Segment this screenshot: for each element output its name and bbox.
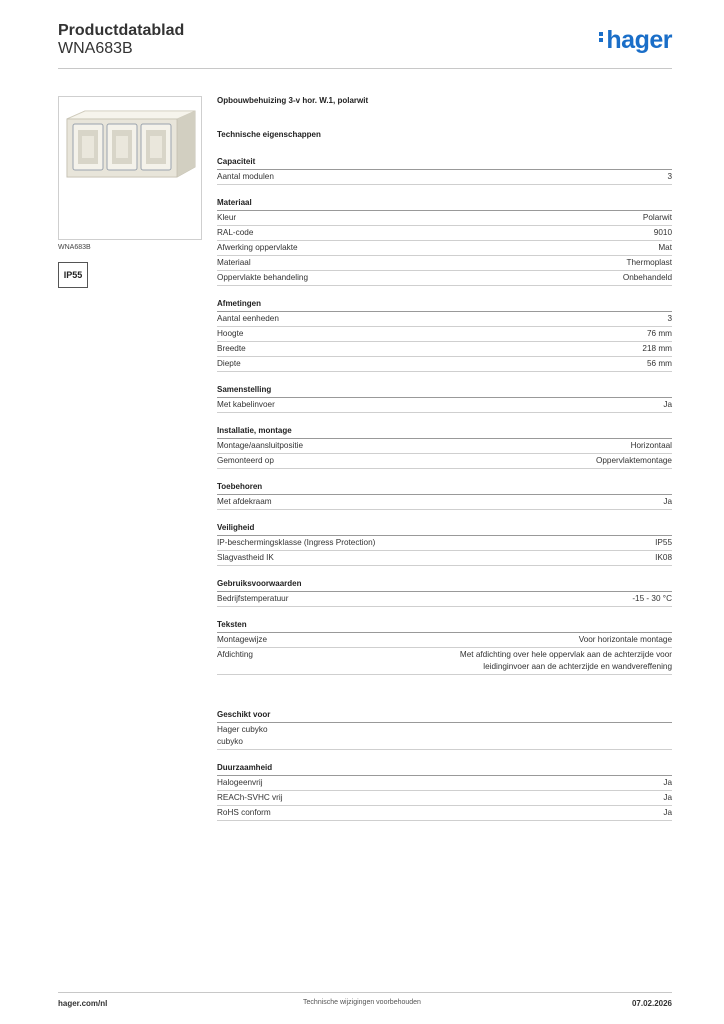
spec-group [217,578,672,607]
spec-row [217,357,672,372]
spec-label: Afdichting [217,650,253,659]
spec-group [217,481,672,510]
suitable-line: Hager cubyko [217,725,268,734]
spec-row [217,241,672,256]
spec-value: -15 - 30 °C [632,594,672,603]
spec-label: Afwerking oppervlakte [217,243,298,252]
spec-value: Voor horizontale montage [578,635,672,644]
spec-value: Thermoplast [626,258,672,267]
spec-group [217,619,672,675]
group-title: Duurzaamheid [217,762,672,776]
group-title: Geschikt voor [217,709,672,723]
spec-label: RAL-code [217,228,254,237]
spec-value: Mat [658,243,672,252]
spec-label: Gemonteerd op [217,456,274,465]
spec-label: Kleur [217,213,237,222]
spec-row [217,327,672,342]
spec-group [217,522,672,566]
logo-dots-icon [599,30,604,44]
spec-value: 56 mm [646,359,672,368]
spec-row [217,170,672,185]
spec-value: 218 mm [642,344,672,353]
spec-row [217,226,672,241]
spec-value: Oppervlaktemontage [595,456,672,465]
spec-label: Breedte [217,344,246,353]
image-caption: WNA683B [58,244,91,251]
spec-group [217,298,672,372]
spec-value: 3 [667,314,672,323]
spec-row [217,633,672,648]
spec-row [217,806,672,821]
spec-row [217,592,672,607]
spec-label: Hoogte [217,329,244,338]
spec-group [217,156,672,185]
spec-value: Horizontaal [630,441,672,450]
group-title: Installatie, montage [217,425,672,439]
group-title: Capaciteit [217,156,672,170]
spec-label: Aantal eenheden [217,314,279,323]
sustainability-group [217,762,672,821]
spec-value: IP55 [655,538,672,547]
ip-rating-badge: IP55 [58,262,88,288]
footer-disclaimer: Technische wijzigingen voorbehouden [303,999,421,1006]
spec-label: Oppervlakte behandeling [217,273,309,282]
spec-value: Ja [663,793,672,802]
spec-value: IK08 [655,553,672,562]
spec-label: Aantal modulen [217,172,274,181]
hager-logo [599,26,672,55]
spec-value: Onbehandeld [622,273,672,282]
group-title: Veiligheid [217,522,672,536]
spec-label: Diepte [217,359,241,368]
logo-text: hager [606,26,672,54]
group-title: Toebehoren [217,481,672,495]
spec-group [217,384,672,413]
spec-label: Montage/aansluitpositie [217,441,304,450]
spec-value: Ja [663,497,672,506]
footer-website: hager.com/nl [58,999,108,1008]
spec-row [217,536,672,551]
footer-date: 07.02.2026 [631,999,672,1008]
spec-label: IP-beschermingsklasse (Ingress Protection) [217,538,376,547]
spec-label: Met afdekraam [217,497,272,506]
spec-row [217,495,672,510]
document-title: Productdatablad [58,22,185,39]
page-header [58,20,672,70]
spec-label: Slagvastheid IK [217,553,274,562]
spec-value: 3 [667,172,672,181]
spec-row [217,211,672,226]
header-divider [58,68,672,69]
spec-row [217,256,672,271]
spec-label: Halogeenvrij [217,778,263,787]
group-title: Samenstelling [217,384,672,398]
spec-value: Ja [663,808,672,817]
spec-group [217,197,672,286]
spec-label: RoHS conform [217,808,271,817]
spec-groups [217,156,672,675]
spec-row [217,776,672,791]
suitable-line: cubyko [217,737,243,746]
spec-label: Montagewijze [217,635,268,644]
spec-row [217,791,672,806]
spec-value: Met afdichting over hele oppervlak aan de achterzijde voor leidinginvoer aan de achterzijde en wandvereffening [459,650,672,671]
spec-value: Ja [663,778,672,787]
spec-label: Bedrijfstemperatuur [217,594,289,603]
section-heading: Technische eigenschappen [217,130,321,139]
group-title: Materiaal [217,197,672,211]
spec-row [217,551,672,566]
spec-label: REACh-SVHC vrij [217,793,283,802]
product-photo-illustration [59,97,203,241]
spec-row [217,342,672,357]
product-code: WNA683B [58,40,133,57]
spec-row [217,398,672,413]
spec-row [217,312,672,327]
spec-row [217,454,672,469]
suitable-for-group [217,709,672,750]
product-name: Opbouwbehuizing 3-v hor. W.1, polarwit [217,96,369,105]
group-title: Gebruiksvoorwaarden [217,578,672,592]
spec-value: 76 mm [646,329,672,338]
spec-value: Ja [663,400,672,409]
footer-divider [58,992,672,993]
spec-value: 9010 [653,228,672,237]
spec-label: Materiaal [217,258,251,267]
spec-group [217,425,672,469]
group-title: Teksten [217,619,672,633]
spec-row [217,439,672,454]
spec-row [217,648,672,675]
group-title: Afmetingen [217,298,672,312]
spec-row [217,271,672,286]
product-image [58,96,202,240]
spec-column [217,96,672,821]
suitable-for-row [217,723,672,750]
spec-label: Met kabelinvoer [217,400,275,409]
spec-value: Polarwit [642,213,672,222]
